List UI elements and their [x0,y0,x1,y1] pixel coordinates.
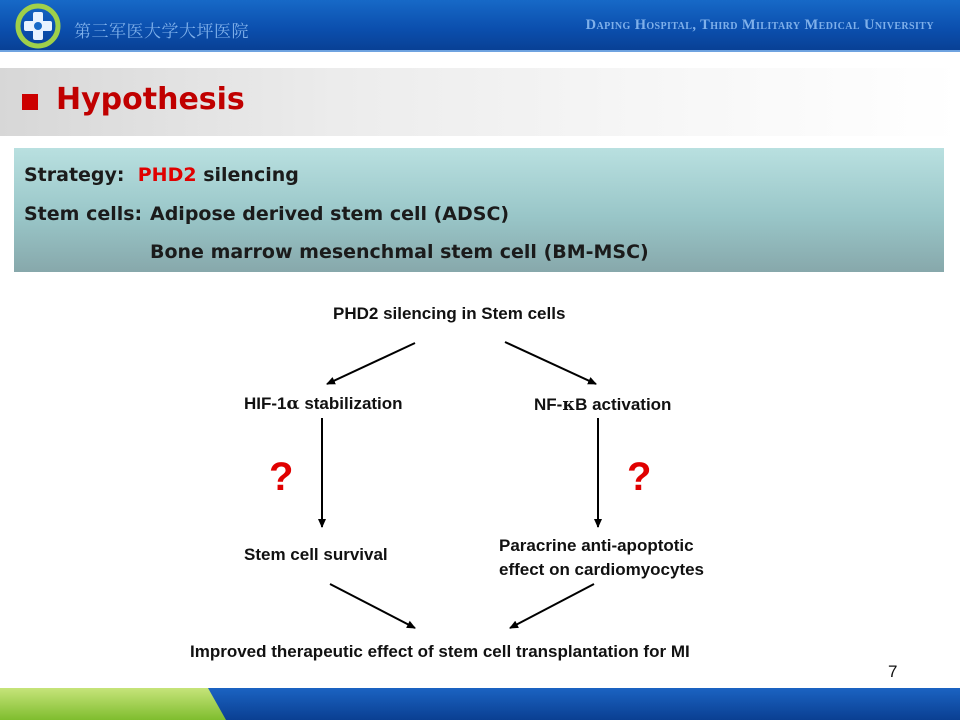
arrow-top-to-hif [327,343,415,384]
stem-cells-label: Stem cells: [24,203,143,225]
stem-cell-item-bmmsc: Bone marrow mesenchmal stem cell (BM-MSC) [150,241,649,263]
node-improved-outcome: Improved therapeutic effect of stem cell transplantation for MI [190,642,690,661]
nfkb-prefix: NF- [534,395,563,414]
arrow-survival-to-outcome [330,584,415,628]
hospital-name-chinese: 第三军医大学大坪医院 [74,22,249,42]
hospital-name-english: Daping Hospital, Third Military Medical University [585,17,934,33]
hif-prefix: HIF-1 [244,394,287,413]
node-phd2-silencing: PHD2 silencing in Stem cells [333,304,566,323]
stem-cell-item-adsc: Adipose derived stem cell (ADSC) [150,203,510,225]
arrow-paracrine-to-outcome [510,584,594,628]
node-hif-stabilization [244,392,403,416]
node-stem-cell-survival: Stem cell survival [244,545,388,564]
arrow-top-to-nfkb [505,342,596,384]
strategy-action: silencing [196,164,299,186]
strategy-target: PHD2 [137,164,197,186]
node-nfkb-activation [534,393,671,417]
node-paracrine-line-1: Paracrine anti-apoptotic [499,536,694,555]
question-mark-right: ? [627,455,652,499]
hif-suffix: stabilization [299,394,403,413]
node-paracrine-line-2: effect on cardiomyocytes [499,560,705,579]
slide-title: Hypothesis [56,82,245,117]
nfkb-kappa-symbol: κ [562,395,576,415]
hif-alpha-symbol: α [286,394,300,414]
question-mark-left: ? [269,455,294,499]
footer-bar [0,688,960,720]
strategy-label: Strategy: [24,164,125,186]
page-number: 7 [888,662,898,681]
nfkb-suffix: B activation [575,395,672,414]
